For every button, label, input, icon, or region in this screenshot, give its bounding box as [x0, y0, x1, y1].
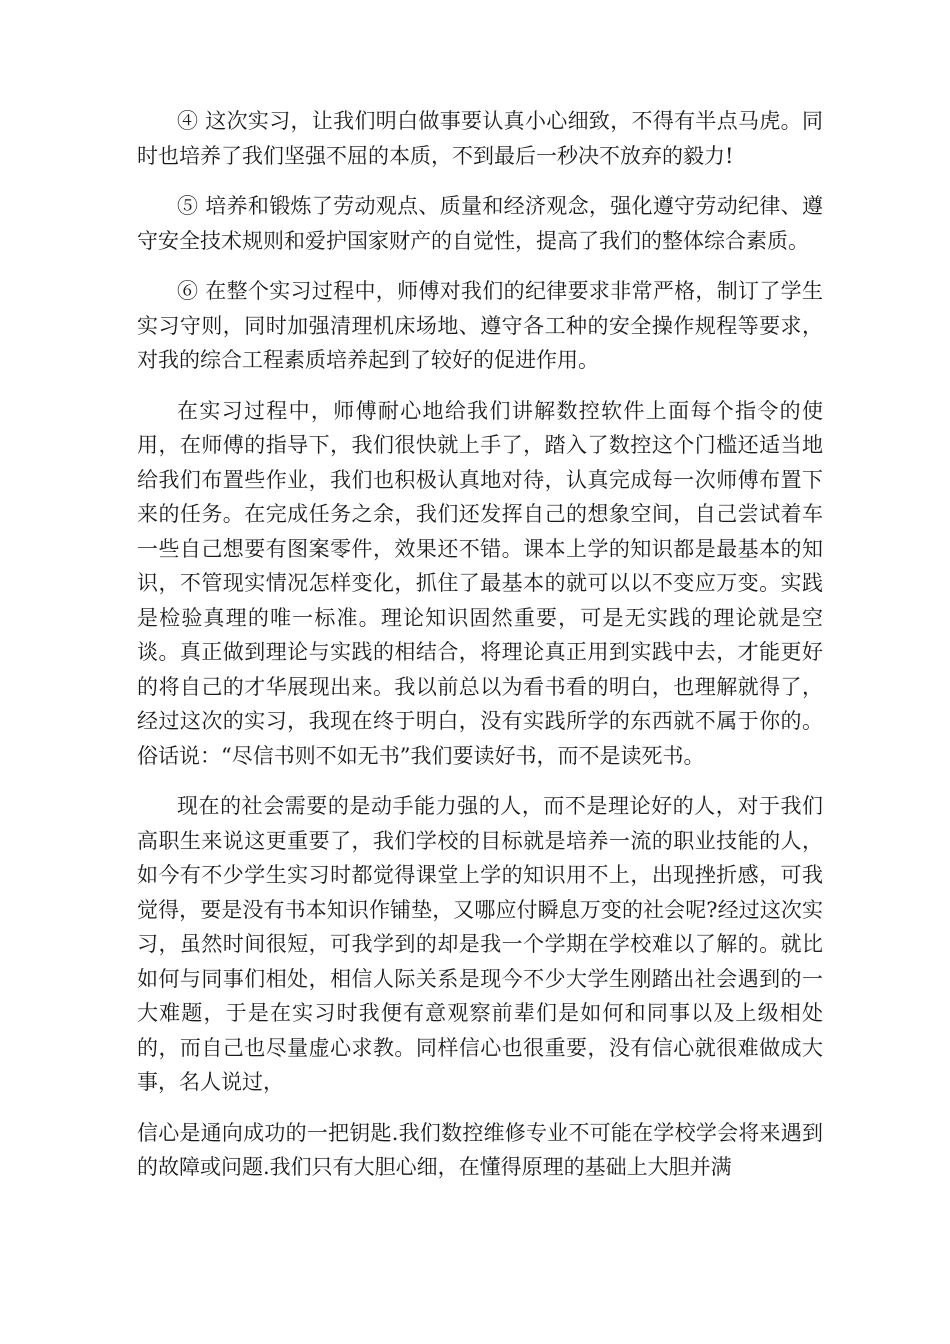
paragraph-society-needs: 现在的社会需要的是动手能力强的人，而不是理论好的人，对于我们高职生来说这更重要了，我们学校的目标就是培养一流的职业技能的人，如今有不少学生实习时都觉得课堂上学的知识用不上，出现挫折感，可我觉得，要是没有书本知识作铺垫，又哪应付瞬息万变的社会呢?经过这次实习，虽然时间很短，可我学到的却是我一个学期在学校难以了解的。就比如何与同事们相处，相信人际关系是现今不少大学生刚踏出社会遇到的一大难题，于是在实习时我便有意观察前辈们是如何和同事以及上级相处的，而自己也尽量虚心求教。同样信心也很重要，没有信心就很难做成大事，名人说过，: [137, 794, 823, 1094]
paragraph-item-4: ④ 这次实习，让我们明白做事要认真小心细致，不得有半点马虎。同时也培养了我们坚强不屈的本质，不到最后一秒决不放弃的毅力!: [137, 109, 823, 168]
paragraph-confidence: 信心是通向成功的一把钥匙.我们数控维修专业不可能在学校学会将来遇到的故障或问题.我们只有大胆心细，在懂得原理的基础上大胆并满: [137, 1120, 823, 1179]
paragraph-item-6: ⑥ 在整个实习过程中，师傅对我们的纪律要求非常严格，制订了学生实习守则，同时加强清理机床场地、遵守各工种的安全操作规程等要求，对我的综合工程素质培养起到了较好的促进作用。: [137, 279, 823, 372]
paragraph-item-5: ⑤ 培养和锻炼了劳动观点、质量和经济观念，强化遵守劳动纪律、遵守安全技术规则和爱护国家财产的自觉性，提高了我们的整体综合素质。: [137, 194, 823, 253]
paragraph-practice-process: 在实习过程中，师傅耐心地给我们讲解数控软件上面每个指令的使用，在师傅的指导下，我们很快就上手了，踏入了数控这个门槛还适当地给我们布置些作业，我们也积极认真地对待，认真完成每一次师傅布置下来的任务。在完成任务之余，我们还发挥自己的想象空间，自己尝试着车一些自己想要有图案零件，效果还不错。课本上学的知识都是最基本的知识，不管现实情况怎样变化，抓住了最基本的就可以以不变应万变。实践是检验真理的唯一标准。理论知识固然重要，可是无实践的理论就是空谈。真正做到理论与实践的相结合，将理论真正用到实践中去，才能更好的将自己的才华展现出来。我以前总以为看书看的明白，也理解就得了，经过这次的实习，我现在终于明白，没有实践所学的东西就不属于你的。俗话说：“尽信书则不如无书”我们要读好书，而不是读死书。: [137, 398, 823, 768]
document-body: [137, 104, 823, 1201]
